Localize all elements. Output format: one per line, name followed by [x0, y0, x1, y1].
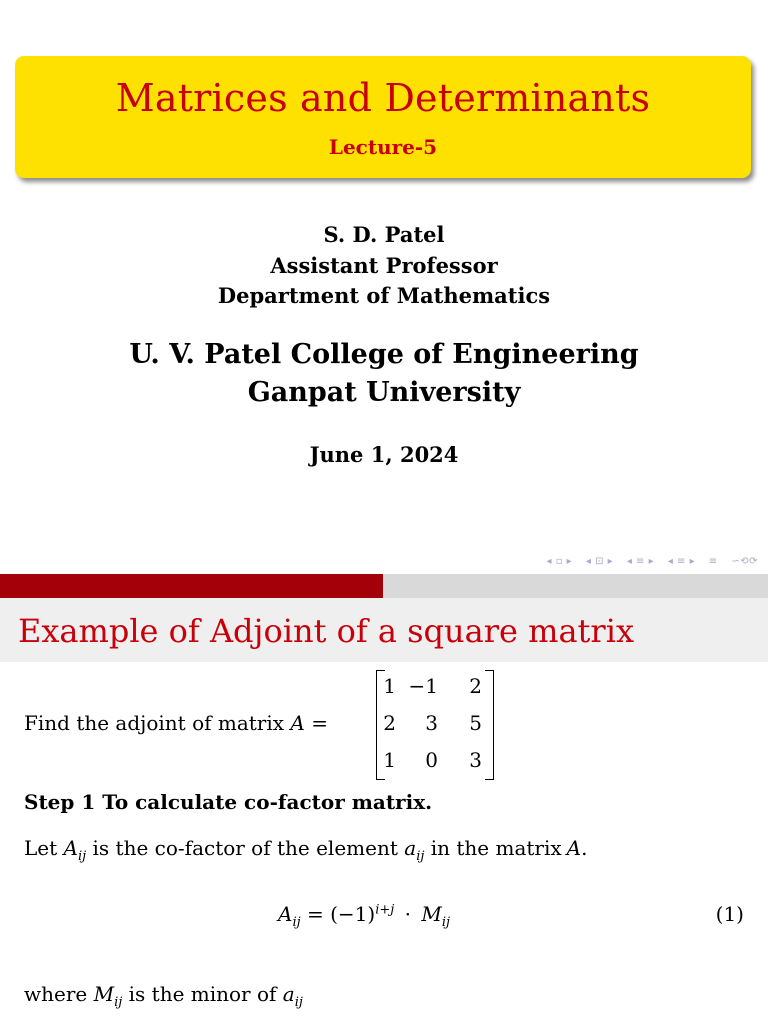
matrix-cell: 5 — [469, 711, 482, 735]
matrix-cell: 3 — [425, 711, 438, 735]
symbol-small-a-ij — [404, 836, 425, 864]
header-bar-grey — [383, 574, 768, 598]
text-cofactor: is the co-factor of the element — [92, 836, 398, 860]
minor-definition — [24, 982, 303, 1010]
nav-toc-icon[interactable]: ≡ — [708, 556, 718, 567]
formula-subscript: ij — [292, 915, 301, 930]
intro-text: Find the adjoint of matrix — [24, 711, 285, 735]
nav-subsection-icon[interactable]: ◂ ⊡ ▸ — [585, 556, 614, 567]
formula-M: M — [421, 902, 442, 926]
text-minor: is the minor of — [128, 982, 277, 1006]
equation-number: (1) — [715, 902, 744, 926]
cofactor-formula — [278, 902, 450, 930]
formula-dot: · — [404, 902, 412, 926]
equals-sign: = — [311, 711, 328, 735]
matrix-cell: 2 — [469, 674, 482, 698]
text-where: where — [24, 982, 88, 1006]
formula-sign: = (−1) — [307, 902, 376, 926]
subscript-ij: ij — [114, 995, 123, 1010]
matrix-cell: 3 — [469, 748, 482, 772]
nav-presentation-icon[interactable]: ◂ ≡ ▸ — [667, 556, 696, 567]
cofactor-definition — [24, 836, 587, 864]
university-name: Ganpat University — [247, 377, 521, 408]
formula-exponent: i+j — [375, 902, 395, 918]
header-bar-red — [0, 574, 383, 598]
text-let: Let — [24, 836, 58, 860]
symbol-A: A — [566, 836, 582, 860]
beamer-navigation[interactable] — [537, 556, 759, 567]
text-period: . — [581, 836, 588, 860]
subscript-ij: ij — [77, 849, 87, 864]
formula-A: A — [278, 902, 293, 926]
right-bracket — [485, 670, 494, 780]
frame-title: Example of Adjoint of a square matrix — [18, 612, 634, 650]
symbol-a: a — [282, 982, 295, 1006]
symbol-M: M — [93, 982, 115, 1006]
matrix-name: A — [290, 711, 305, 735]
nav-section-icon[interactable]: ◂ ≡ ▸ — [626, 556, 655, 567]
title-box — [15, 56, 751, 178]
matrix-cell: −1 — [408, 674, 438, 698]
matrix-a — [372, 670, 496, 780]
college-name: U. V. Patel College of Engineering — [129, 339, 639, 370]
nav-search-icon[interactable]: ∽⟲⟳ — [731, 556, 758, 567]
example-slide — [0, 574, 768, 1024]
matrix-cell: 1 — [383, 748, 396, 772]
formula-subscript: ij — [441, 915, 451, 930]
author-position: Assistant Professor — [270, 253, 498, 278]
lecture-subtitle: Lecture-5 — [328, 135, 438, 159]
matrix-cell: 2 — [383, 711, 396, 735]
matrix-cell: 1 — [383, 674, 396, 698]
subscript-ij: ij — [416, 849, 425, 864]
symbol-A: A — [63, 836, 78, 860]
matrix-cell: 0 — [425, 748, 438, 772]
author-name: S. D. Patel — [323, 222, 445, 247]
symbol-a-ij — [63, 836, 87, 864]
text-in-matrix: in the matrix — [430, 836, 562, 860]
subscript-ij: ij — [294, 995, 303, 1010]
symbol-m-ij — [93, 982, 123, 1010]
symbol-small-a-ij — [282, 982, 303, 1010]
presentation-title: Matrices and Determinants — [115, 76, 651, 120]
nav-frame-icon[interactable]: ◂ ▫ ▸ — [546, 556, 573, 567]
step-heading: Step 1 To calculate co-factor matrix. — [24, 790, 433, 814]
intro-statement — [24, 711, 328, 735]
author-department: Department of Mathematics — [217, 283, 551, 308]
symbol-a: a — [404, 836, 417, 860]
presentation-date: June 1, 2024 — [309, 442, 459, 467]
